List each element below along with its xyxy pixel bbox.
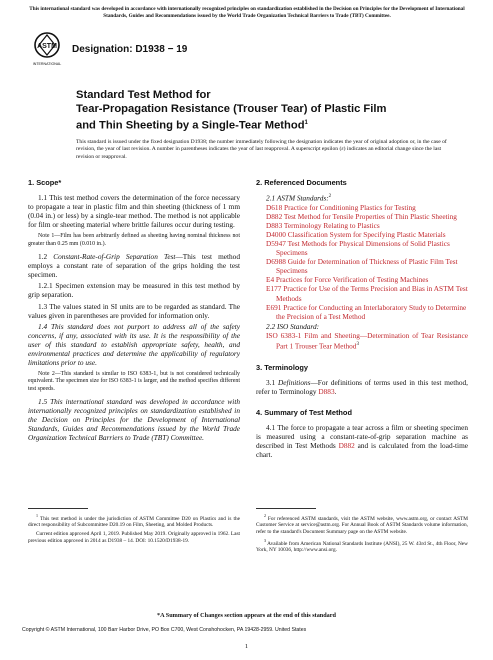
- svg-text:ASTM: ASTM: [37, 43, 57, 50]
- issued-note: This standard is issued under the fixed designation D1938; the number immediately following the designation indicates the year of original adoption or, in the case of revision, the year of last revision. A number in parentheses indicates the year of last reapproval. A superscript epsilon (ε) indicates an editorial change since the last revision or reapproval.: [76, 139, 447, 160]
- title-footnote-ref: 1: [304, 120, 308, 126]
- page-number: 1: [244, 643, 249, 650]
- astm-reference-item[interactable]: [266, 221, 468, 230]
- astm-reference-item[interactable]: [266, 284, 468, 302]
- title-line-3: and Thin Sheeting by a Single-Tear Method$^1$: [76, 119, 308, 132]
- footnote-1-edition: Current edition approved April 1, 2019. Published May 2019. Originally approved in 1962. Last previous edition approved in 2014 as D1938 – 14. DOI: 10.1520/D1938-19.: [28, 530, 240, 544]
- left-column: [28, 178, 240, 443]
- reference-code[interactable]: E691: [266, 302, 282, 312]
- para-1-2: 1.2 Constant-Rate-of-Grip Separation Test—This test method employs a constant rate of separation of the grips holding the test specimen.: [28, 252, 240, 280]
- reference-code[interactable]: E177: [266, 284, 282, 294]
- link-d882[interactable]: D882: [338, 441, 355, 451]
- reference-title[interactable]: Practice for Conducting an Interlaboratory Study to Determine the Precision of a Test Method: [276, 302, 467, 321]
- footnote-3: $^3$ Available from American National Standards Institute (ANSI), 25 W. 43rd St., 4th Floor, New York, NY 10036, http://www.ansi.org.: [256, 537, 468, 553]
- para-1-1: 1.1 This test method covers the determination of the force necessary to propagate a tear in plastic film and thin sheeting (thickness of 1 mm (0.04 in.) or less) by a single-tear method. The method is not applicable for film or sheeting material where brittle failures occur during testing.: [28, 193, 240, 230]
- astm-reference-item[interactable]: [266, 230, 468, 239]
- footnote-1: $^1$ This test method is under the jurisdiction of ASTM Committee D20 on Plastics and is the direct responsibility of Subcommittee D20.19 on Film, Sheeting, and Molded Products.: [28, 513, 240, 529]
- reference-title[interactable]: Classification System for Specifying Plastic Materials: [285, 229, 446, 239]
- iso-reference[interactable]: ISO 6383-1 Film and Sheeting—Determination of Tear Resistance Part 1 Trouser Tear Method$^3$: [266, 330, 468, 351]
- reference-title[interactable]: Test Methods for Physical Dimensions of Solid Plastics Specimens: [276, 238, 450, 258]
- reference-title[interactable]: Terminology Relating to Plastics: [282, 220, 380, 230]
- terminology-heading: 3. Terminology: [256, 362, 309, 372]
- reference-code[interactable]: D882: [266, 211, 283, 221]
- reference-title[interactable]: Practice for Use of the Terms Precision and Bias in ASTM Test Methods: [276, 284, 468, 303]
- right-column: [256, 178, 468, 459]
- para-1-5: 1.5 This international standard was developed in accordance with internationally recognized principles on standardization established in the Decision on Principles for the Development of International Standards, Guides and Recommendations issued by the World Trade Organization Technical Barriers to Trade (TBT) Committee.: [28, 397, 240, 443]
- summary-heading: 4. Summary of Test Method: [256, 407, 352, 417]
- reference-code[interactable]: D4000: [266, 229, 286, 239]
- copyright: Copyright © ASTM International, 100 Barr Harbor Drive, PO Box C700, West Conshohocken, PA 19428-2959. United States: [22, 627, 307, 633]
- reference-title[interactable]: Practice for Conditioning Plastics for Testing: [282, 202, 416, 212]
- para-1-3: 1.3 The values stated in SI units are to be regarded as standard. The values given in parentheses are provided for information only.: [28, 301, 240, 320]
- para-4-1: 4.1 The force to propagate a tear across a film or sheeting specimen is measured using a constant-rate-of-grip separation machine as described in Test Methods D882 and is calculated from the load-time chart.: [256, 422, 468, 460]
- astm-reference-item[interactable]: [266, 275, 468, 284]
- reference-code[interactable]: D5947: [266, 238, 286, 248]
- reference-code[interactable]: D618: [266, 202, 283, 212]
- astm-reference-item[interactable]: [266, 212, 468, 221]
- note-2: Note 2—This standard is similar to ISO 6383-1, but is not considered technically equivalent. The specimen size for ISO 6383-1 is larger, and the method specifies different test speeds.: [28, 371, 240, 392]
- top-notice: This international standard was developed in accordance with internationally recognized principles on standardization established in the Decision on Principles for the Development of International Standards, Guides and Recommendations issued by the World Trade Organization Technical Barriers to Trade (TBT) Committee.: [29, 6, 465, 20]
- summary-of-changes-note: *A Summary of Changes section appears at the end of this standard: [157, 612, 336, 619]
- astm-reference-item[interactable]: [266, 257, 468, 275]
- astm-standards-heading: 2.1 ASTM Standards:$^2$: [266, 193, 332, 203]
- astm-reference-item[interactable]: [266, 303, 468, 321]
- footnotes-right: [256, 513, 468, 554]
- astm-reference-item[interactable]: [266, 239, 468, 257]
- footnote-2: $^2$ For referenced ASTM standards, visit the ASTM website, www.astm.org, or contact ASTM Customer Service at service@astm.org. For Annual Book of ASTM Standards volume information, refer to the standard's Document Summary page on the ASTM website.: [256, 513, 469, 535]
- reference-title[interactable]: Guide for Determination of Thickness of Plastic Film Test Specimens: [276, 257, 458, 276]
- astm-reference-item[interactable]: [266, 203, 468, 212]
- footnote-rule-left: [28, 508, 88, 509]
- logo-text: INTERNATIONAL: [32, 62, 62, 66]
- astm-references-list: [256, 203, 468, 321]
- para-1-2-1: 1.2.1 Specimen extension may be measured in this test method by grip separation.: [28, 281, 240, 300]
- para-3-1: 3.1 Definitions—For definitions of terms used in this test method, refer to Terminology D883.: [256, 377, 469, 396]
- designation: Designation: D1938 − 19: [72, 44, 188, 55]
- iso-heading: 2.2 ISO Standard:: [266, 321, 320, 331]
- reference-code[interactable]: E4: [266, 275, 275, 285]
- note-1: Note 1—Film has been arbitrarily defined as sheeting having nominal thickness not greater than 0.25 mm (0.010 in.).: [28, 233, 240, 247]
- footnotes-left: [28, 513, 240, 544]
- title-line-1: Standard Test Method for: [76, 89, 211, 101]
- astm-logo-icon: [32, 30, 62, 70]
- scope-heading: 1. Scope*: [28, 178, 62, 187]
- refs-heading: 2. Referenced Documents: [256, 178, 347, 187]
- footnote-rule-right: [256, 508, 316, 509]
- reference-code[interactable]: D6988: [266, 257, 286, 267]
- para-1-4: 1.4 This standard does not purport to address all of the safety concerns, if any, associated with its use. It is the responsibility of the user of this standard to establish appropriate safety, health, and environmental practices and determine the applicability of regulatory limitations prior to use.: [28, 321, 240, 368]
- reference-title[interactable]: Practices for Force Verification of Testing Machines: [274, 275, 429, 285]
- title-line-2: Tear-Propagation Resistance (Trouser Tear) of Plastic Film: [76, 103, 387, 115]
- link-d883[interactable]: D883: [318, 386, 335, 396]
- document-title: [76, 88, 416, 133]
- reference-title[interactable]: Test Method for Tensile Properties of Thin Plastic Sheeting: [282, 211, 457, 221]
- reference-code[interactable]: D883: [266, 220, 283, 230]
